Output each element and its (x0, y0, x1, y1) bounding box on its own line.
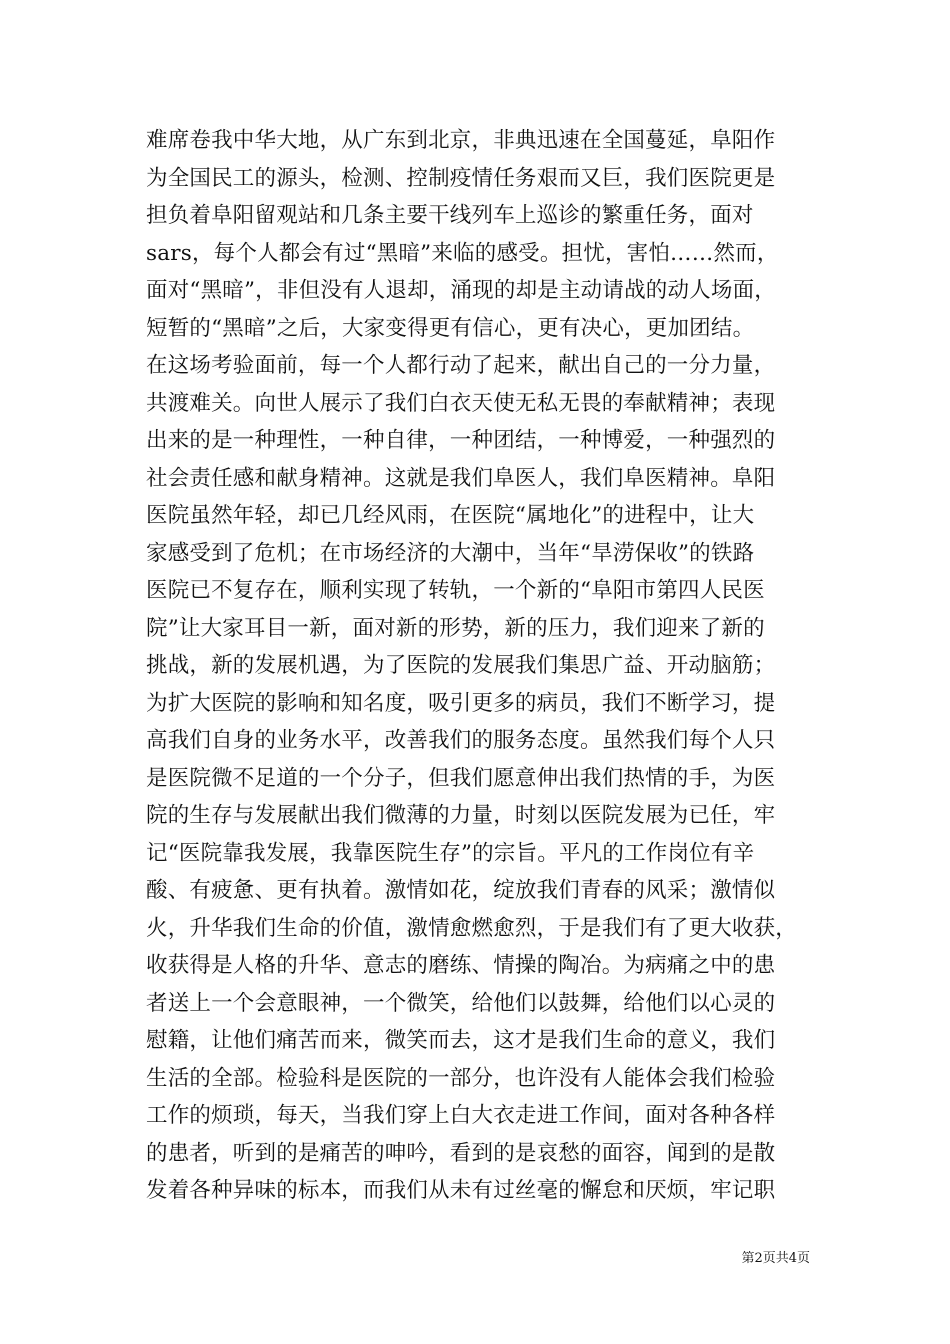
text-line: 面对“黑暗”，非但没有人退却，涌现的却是主动请战的动人场面， (146, 278, 776, 303)
text-line: 院的生存与发展献出我们微薄的力量，时刻以医院发展为已任，牢 (146, 803, 776, 828)
page-number-footer: 第2页共4页 (741, 1251, 810, 1266)
text-line: 为全国民工的源头，检测、控制疫情任务艰而又巨，我们医院更是 (146, 165, 776, 191)
text-line: 发着各种异味的标本，而我们从未有过丝毫的懈怠和厌烦，牢记职 (146, 1178, 776, 1203)
text-line: 担负着阜阳留观站和几条主要干线列车上巡诊的繁重任务，面对 (146, 203, 754, 228)
text-line: 短暂的“黑暗”之后，大家变得更有信心，更有决心，更加团结。 (146, 315, 755, 341)
text-line: 火，升华我们生命的价值，激情愈燃愈烈，于是我们有了更大收获， (146, 915, 798, 941)
text-line: 是医院微不足道的一个分子，但我们愿意伸出我们热情的手，为医 (146, 765, 776, 791)
text-line: 生活的全部。检验科是医院的一部分，也许没有人能体会我们检验 (146, 1065, 776, 1091)
text-line: 家感受到了危机；在市场经济的大潮中，当年“旱涝保收”的铁路 (146, 540, 755, 566)
text-line: 医院已不复存在，顺利实现了转轨，一个新的“阜阳市第四人民医 (146, 578, 765, 603)
text-line: 为扩大医院的影响和知名度，吸引更多的病员，我们不断学习，提 (146, 690, 776, 716)
text-line: sars，每个人都会有过“黑暗”来临的感受。担忧，害怕……然而， (146, 240, 779, 266)
text-line: 院”让大家耳目一新，面对新的形势，新的压力，我们迎来了新的 (146, 615, 765, 641)
text-line: 酸、有疲惫、更有执着。激情如花，绽放我们青春的风采；激情似 (146, 878, 776, 903)
text-line: 出来的是一种理性，一种自律，一种团结，一种博爱，一种强烈的 (146, 428, 776, 453)
text-line: 慰籍，让他们痛苦而来，微笑而去，这才是我们生命的意义，我们 (146, 1028, 776, 1053)
text-line: 记“医院靠我发展，我靠医院生存”的宗旨。平凡的工作岗位有辛 (146, 840, 755, 866)
text-line: 者送上一个会意眼神，一个微笑，给他们以鼓舞，给他们以心灵的 (146, 990, 776, 1016)
text-line: 在这场考验面前，每一个人都行动了起来，献出自己的一分力量， (146, 353, 776, 378)
body-text (146, 122, 826, 1210)
text-line: 收获得是人格的升华、意志的磨练、情操的陶冶。为病痛之中的患 (146, 953, 776, 978)
text-line: 难席卷我中华大地，从广东到北京，非典迅速在全国蔓延，阜阳作 (146, 128, 776, 153)
text-line: 医院虽然年轻，却已几经风雨，在医院“属地化”的进程中，让大 (146, 503, 755, 528)
text-line: 的患者，听到的是痛苦的呻吟，看到的是哀愁的面容，闻到的是散 (146, 1140, 776, 1166)
text-line: 挑战，新的发展机遇，为了医院的发展我们集思广益、开动脑筋； (146, 653, 776, 678)
text-line: 社会责任感和献身精神。这就是我们阜医人，我们阜医精神。阜阳 (146, 465, 776, 491)
text-line: 高我们自身的业务水平，改善我们的服务态度。虽然我们每个人只 (146, 728, 776, 753)
text-line: 共渡难关。向世人展示了我们白衣天使无私无畏的奉献精神；表现 (146, 390, 776, 416)
text-line: 工作的烦琐，每天，当我们穿上白大衣走进工作间，面对各种各样 (146, 1103, 776, 1128)
